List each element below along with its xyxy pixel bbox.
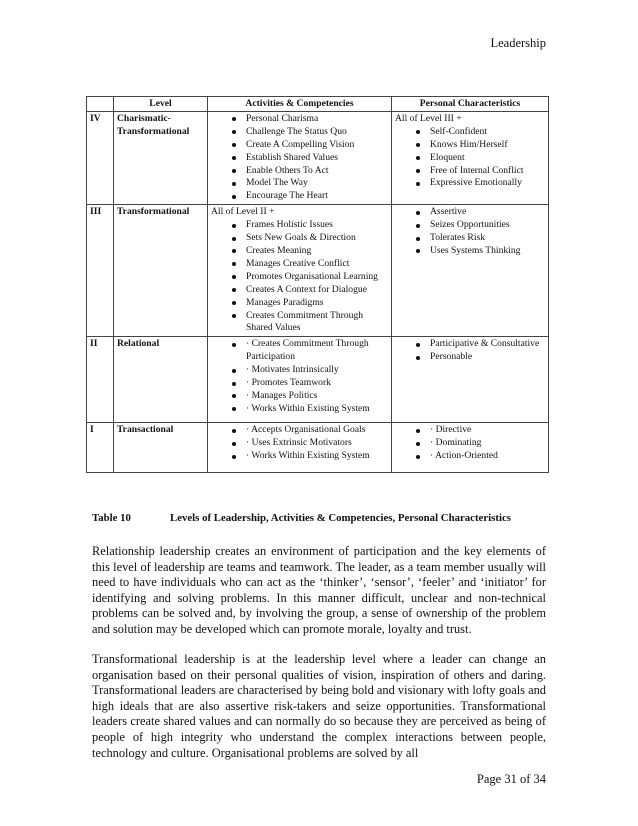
list-item: · Dominating	[413, 437, 545, 450]
list-item: · Works Within Existing System	[229, 450, 388, 463]
list-item: · Accepts Organisational Goals	[229, 424, 388, 437]
header-activities: Activities & Competencies	[208, 97, 392, 112]
header-num-cell	[87, 97, 114, 112]
level-name: Relational	[114, 337, 208, 423]
list-item: Creates A Context for Dialogue	[229, 284, 388, 297]
running-header: Leadership	[490, 36, 546, 50]
list-item: · Directive	[413, 424, 545, 437]
table-header-row	[87, 97, 549, 112]
activities-list	[229, 338, 388, 415]
list-item: Create A Compelling Vision	[229, 139, 388, 152]
characteristics-list	[413, 338, 545, 364]
characteristics-cell	[392, 423, 549, 473]
list-item: Personal Charisma	[229, 113, 388, 126]
list-item: Uses Systems Thinking	[413, 245, 545, 258]
page-number: Page 31 of 34	[476, 772, 546, 786]
characteristics-list	[413, 126, 545, 191]
characteristics-cell	[392, 337, 549, 423]
list-item: · Works Within Existing System	[229, 403, 388, 416]
table-row	[87, 111, 549, 204]
characteristics-prefix: All of Level III +	[395, 112, 462, 124]
level-number: II	[87, 337, 114, 423]
list-item: Participative & Consultative	[413, 338, 545, 351]
characteristics-list	[413, 424, 545, 463]
list-item: Promotes Organisational Learning	[229, 271, 388, 284]
list-item: Self-Confident	[413, 126, 545, 139]
leadership-levels-table	[86, 96, 549, 473]
level-name: Transformational	[114, 205, 208, 337]
list-item: Personable	[413, 351, 545, 364]
list-item: · Creates Commitment Through Participation	[229, 338, 388, 364]
activities-prefix: All of Level II +	[211, 206, 275, 218]
activities-cell	[208, 337, 392, 423]
list-item: · Uses Extrinsic Motivators	[229, 437, 388, 450]
list-item: Enable Others To Act	[229, 165, 388, 178]
list-item: Encourage The Heart	[229, 190, 388, 203]
activities-cell	[208, 111, 392, 204]
leadership-levels-table-wrap	[86, 96, 548, 473]
table-row	[87, 337, 549, 423]
activities-cell	[208, 205, 392, 337]
header-characteristics: Personal Characteristics	[392, 97, 549, 112]
list-item: Free of Internal Conflict	[413, 165, 545, 178]
list-item: Eloquent	[413, 152, 545, 165]
level-number: I	[87, 423, 114, 473]
paragraph-relationship: Relationship leadership creates an environment of participation and the key elements of this level of leadership are teams and teamwork. The leader, as a team member usually will need to have individuals who can act as the ‘thinker’, ‘sensor’, ‘feeler’ and ‘initiator’ for identifying and solving problems. In this manner difficult, unclear and non-technical problems can be solved and, by involving the group, a sense of ownership of the problem and solution may be developed which can promote morale, loyalty and trust.	[92, 544, 546, 636]
list-item: Knows Him/Herself	[413, 139, 545, 152]
list-item: Frames Holistic Issues	[229, 219, 388, 232]
activities-list	[229, 113, 388, 203]
table-number: Table 10	[92, 512, 131, 524]
table-row	[87, 205, 549, 337]
list-item: Creates Commitment Through Shared Values	[229, 310, 388, 336]
table-body	[87, 111, 549, 472]
activities-list	[229, 219, 388, 335]
list-item: · Promotes Teamwork	[229, 377, 388, 390]
list-item: Expressive Emotionally	[413, 177, 545, 190]
list-item: · Motivates Intrinsically	[229, 364, 388, 377]
list-item: Creates Meaning	[229, 245, 388, 258]
paragraph-transformational: Transformational leadership is at the leadership level where a leader can change an organisation based on their personal qualities of vision, inspiration of others and daring. Transformational leaders are characterised by being bold and visionary with lofty goals and high ideals that are also assertive risk-takers and seize opportunities. Transformational leaders create shared values and can normally do so because they are perceived as being of people of high integrity who understand the complex interactions between people, technology and culture. Organisational problems are solved by all	[92, 652, 546, 760]
list-item: Assertive	[413, 206, 545, 219]
list-item: Sets New Goals & Direction	[229, 232, 388, 245]
level-number: IV	[87, 111, 114, 204]
characteristics-list	[413, 206, 545, 258]
characteristics-cell	[392, 111, 549, 204]
list-item: Tolerates Risk	[413, 232, 545, 245]
list-item: Manages Paradigms	[229, 297, 388, 310]
list-item: Model The Way	[229, 177, 388, 190]
list-item: Manages Creative Conflict	[229, 258, 388, 271]
list-item: · Action-Oriented	[413, 450, 545, 463]
level-name: Charismatic-Transformational	[114, 111, 208, 204]
level-number: III	[87, 205, 114, 337]
characteristics-cell	[392, 205, 549, 337]
activities-cell	[208, 423, 392, 473]
list-item: Seizes Opportunities	[413, 219, 545, 232]
table-row	[87, 423, 549, 473]
list-item: · Manages Politics	[229, 390, 388, 403]
list-item: Challenge The Status Quo	[229, 126, 388, 139]
header-level: Level	[114, 97, 208, 112]
level-name: Transactional	[114, 423, 208, 473]
table-title: Levels of Leadership, Activities & Competencies, Personal Characteristics	[170, 512, 511, 524]
activities-list	[229, 424, 388, 463]
list-item: Establish Shared Values	[229, 152, 388, 165]
